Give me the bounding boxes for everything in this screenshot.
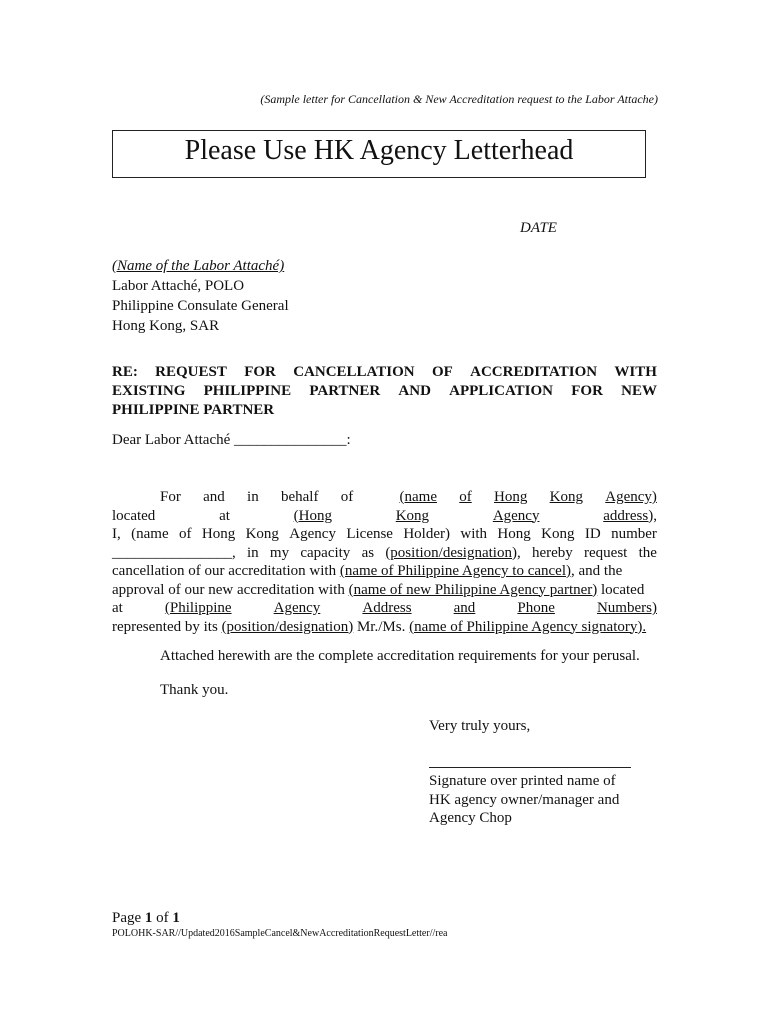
re-word: ACCREDITATION [470,364,598,380]
body-line-8 [112,618,657,637]
letter-body [112,488,657,636]
re-word: FOR [244,364,276,380]
re-word: WITH [614,364,657,380]
body-word: my [269,544,290,561]
body-text: (name of Philippine Agency to cancel) [339,563,572,579]
signature-block [429,772,619,828]
body-word: behalf [280,489,319,505]
recipient-office: Philippine Consulate General [112,298,289,314]
body-word: hereby [531,544,573,561]
page-of: of [156,910,169,926]
signature-label-2: HK agency owner/manager and [429,791,620,808]
body-word: address), [603,507,657,524]
re-word: EXISTING [112,383,186,399]
body-text: located [597,581,645,598]
body-text: , and the [571,563,623,579]
body-word: Kong [549,489,583,505]
body-word: number [611,526,657,542]
body-word: of [340,489,354,505]
body-word: at [219,507,230,524]
subject-line-3: PHILIPPINE PARTNER [112,402,275,418]
body-word: Hong [497,526,531,542]
re-word: AND [398,383,431,399]
page-total: 1 [172,910,180,926]
body-line-1 [112,488,657,507]
re-word: RE: [112,364,138,380]
body-text: cancellation of our accreditation with [112,563,337,579]
page-prefix: Page [112,910,142,926]
body-word: and [453,600,476,616]
body-word: Numbers) [596,600,657,616]
signature-label-1: Signature over printed name of [429,773,616,789]
body-word: in [247,489,259,505]
body-line-7 [112,599,657,618]
recipient-block [112,256,289,336]
re-word: CANCELLATION [293,364,415,380]
body-word: capacity [300,544,351,561]
letterhead-box [112,130,646,178]
re-word: OF [431,364,453,380]
body-text: Mr./Ms. [356,618,406,635]
subject-line-2 [112,382,657,401]
body-word: Kong [245,526,279,542]
salutation: Dear Labor Attaché _______________: [112,432,351,448]
body-word: Kong [395,507,430,524]
signature-line [429,767,631,768]
body-word: Hong [494,489,528,505]
body-word: Agency [289,526,336,542]
body-word: Agency [273,600,321,616]
document-reference: POLOHK-SAR//Updated2016SampleCancel&NewAccreditationRequestLetter//rea [112,928,448,939]
body-word: as [361,544,375,561]
body-text: approval of our new accreditation with [112,581,345,598]
body-word: and [203,489,225,505]
thank-you: Thank you. [160,682,229,698]
body-word: ID [584,526,601,542]
body-word: (Hong [293,507,332,524]
body-word: Kong [541,526,575,542]
closing: Very truly yours, [429,718,531,734]
recipient-title: Labor Attaché, POLO [112,278,245,294]
signature-label-3: Agency Chop [429,810,512,826]
body-word: (name [399,489,437,505]
re-word: REQUEST [155,364,227,380]
body-text: (name of Philippine Agency signatory). [409,618,647,635]
re-word: APPLICATION [449,383,554,399]
body-word: located [112,507,156,524]
body-line-3 [112,525,657,544]
re-word: FOR [571,383,603,399]
body-word: (name [131,526,169,542]
attached-paragraph: Attached herewith are the complete accreditation requirements for your perusal. [160,648,640,664]
re-word: PARTNER [309,383,381,399]
page-current: 1 [144,910,153,926]
body-line-5 [112,562,657,581]
body-text: (name of new Philippine Agency partner) [348,581,598,598]
body-word: at [112,600,123,616]
body-word: of [178,526,192,542]
letterhead-title: Please Use HK Agency Letterhead [184,135,574,166]
recipient-location: Hong Kong, SAR [112,318,220,334]
body-word: Agency) [605,489,657,505]
date-field: DATE [520,220,557,236]
body-word: For [160,489,181,505]
body-word: Holder) [403,526,450,542]
page-number [112,910,180,927]
re-word: NEW [621,383,657,399]
body-word: I, [112,526,121,542]
subject-line-1 [112,363,657,382]
body-word: Address [362,600,412,616]
body-text: (position/designation) [221,618,354,635]
body-word: with [460,526,488,542]
body-line-2 [112,507,657,526]
re-word: PHILIPPINE [203,383,292,399]
body-word: ________________, [112,544,236,561]
body-text: represented by its [112,618,218,635]
body-word: of [459,489,472,505]
body-word: License [346,526,393,542]
body-word: in [247,544,259,561]
body-word: Hong [201,526,236,542]
sample-note: (Sample letter for Cancellation & New Accreditation request to the Labor Attache) [260,92,658,106]
body-word: Agency [492,507,540,524]
body-word: request [584,544,628,561]
subject-block [112,363,657,420]
body-word: Phone [517,600,555,616]
body-line-6 [112,581,657,600]
body-word: (Philippine [164,600,232,616]
body-line-4 [112,544,657,563]
body-word: the [638,544,657,561]
body-word: (position/designation), [385,544,521,561]
recipient-name: (Name of the Labor Attaché) [112,258,285,274]
